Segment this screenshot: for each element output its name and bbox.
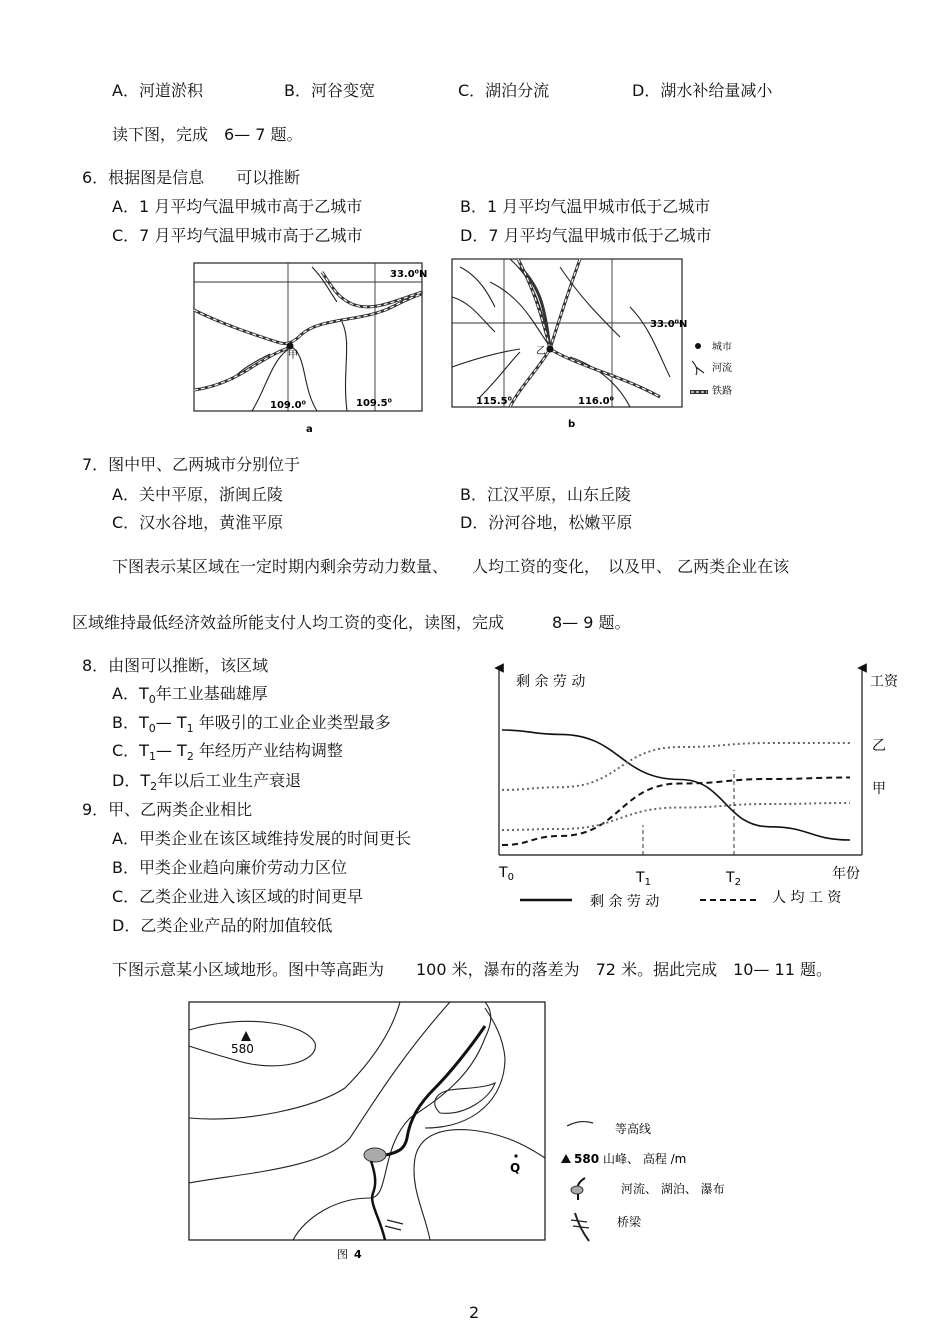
map-b-caption: b (568, 419, 576, 430)
map-a (192, 262, 427, 434)
map-a-city-dot (287, 343, 294, 350)
map-b-lon2-label: 116.0⁰ (578, 396, 615, 407)
q8-option-c: C．$T_1—$ $T_2$ 年经历产业结构调整 (112, 741, 343, 764)
intro-8-9-line2: 区域维持最低经济效益所能支付人均工资的变化，读图，完成 8— 9 题。 (72, 613, 631, 632)
q6-option-a: A．1 月平均气温甲城市高于乙城市 (112, 197, 363, 216)
topo-point-q-dot (514, 1154, 517, 1157)
map-a-lon1-label: 109.0⁰ (270, 400, 307, 411)
topo-bridge-icon (385, 1220, 403, 1230)
map-b-frame (452, 259, 682, 407)
map-b-railway (510, 259, 660, 407)
topo-point-q-label: Q (510, 1161, 521, 1175)
chart-series-甲 (502, 803, 850, 830)
topo-legend-bridge-icon (571, 1213, 589, 1241)
topo-lake (364, 1148, 386, 1162)
q7-option-a: A．关中平原，浙闽丘陵 (112, 485, 283, 504)
q6-option-d: D．7 月平均气温甲城市低于乙城市 (460, 226, 712, 245)
topo-river-lower (371, 1161, 385, 1240)
map-a-rivers (232, 267, 347, 411)
q8-option-d: D．$T_2$年以后工业生产衰退 (112, 771, 302, 794)
chart-left-axis-label: 剩 余 劳 动 (516, 674, 586, 690)
chart-series-人均工资 (502, 778, 850, 846)
topo-peak-icon (241, 1031, 251, 1041)
q7-option-b: B．江汉平原，山东丘陵 (460, 485, 631, 504)
map-legend-city-icon (695, 343, 701, 349)
chart-curve-label-yi: 乙 (872, 738, 886, 754)
map-a-railway (194, 272, 422, 390)
topo-peak-label: 580 (231, 1042, 254, 1056)
intro-6-7: 读下图，完成 6— 7 题。 (112, 125, 303, 144)
q7-option-d: D．汾河谷地，松嫩平原 (460, 513, 633, 532)
topo-frame (189, 1002, 545, 1240)
map-legend-river: 河流 (712, 363, 732, 374)
topo-legend-water: 河流、 湖泊、 瀑布 (621, 1182, 725, 1196)
q9-option-d: D．乙类企业产品的附加值较低 (112, 916, 333, 935)
topo-river-upper (380, 1026, 485, 1156)
topo-legend-bridge: 桥梁 (617, 1215, 642, 1229)
chart-legend-dashed: 人 均 工 资 (772, 890, 842, 906)
q7-option-c: C．汉水谷地，黄淮平原 (112, 513, 284, 532)
topo-legend-contour-icon (567, 1122, 593, 1126)
topo-legend-peak: 山峰、 高程 /m (603, 1152, 687, 1166)
topo-legend-contour: 等高线 (615, 1122, 652, 1136)
topo-caption: 图 4 (337, 1248, 362, 1261)
topo-contours (189, 1002, 545, 1240)
q7-stem: 7．图中甲、乙两城市分别位于 (82, 455, 301, 474)
map-b-city-label: 乙 (536, 346, 546, 357)
labor-wage-chart (490, 660, 910, 920)
map-legend-railway: 铁路 (712, 386, 732, 397)
q5-option-a: A．河道淤积 (112, 81, 203, 100)
q6-stem: 6．根据图是信息 可以推断 (82, 168, 301, 187)
chart-tick-t1: $T_1$ (636, 870, 651, 888)
map-legend-river-icon (692, 361, 704, 375)
topo-legend-peak-num: 580 (574, 1152, 600, 1166)
chart-right-axis-label: 工资 (870, 674, 898, 690)
q5-option-c: C．湖泊分流 (458, 81, 550, 100)
chart-x-axis-label: 年份 (832, 866, 860, 882)
q5-option-d: D．湖水补给量减小 (632, 81, 773, 100)
map-a-city-label: 甲 (288, 350, 298, 361)
q8-option-b: B．$T_0—$ $T_1$ 年吸引的工业企业类型最多 (112, 713, 391, 736)
map-legend-city: 城市 (712, 342, 732, 353)
page-number: 2 (469, 1303, 480, 1322)
q5-option-b: B．河谷变宽 (284, 81, 375, 100)
chart-curve-label-jia: 甲 (872, 781, 886, 797)
chart-tick-t2: $T_2$ (726, 870, 741, 888)
map-a-lat-label: 33.0⁰N (390, 269, 427, 280)
q9-stem: 9．甲、乙两类企业相比 (82, 800, 253, 819)
map-a-caption: a (306, 424, 313, 434)
chart-series (502, 730, 850, 845)
q9-option-b: B．甲类企业趋向廉价劳动力区位 (112, 858, 347, 877)
q8-stem: 8．由图可以推断，该区域 (82, 656, 269, 675)
map-b (450, 257, 750, 432)
topo-map (185, 998, 745, 1268)
intro-10-11: 下图示意某小区域地形。图中等高距为 100 米，瀑布的落差为 72 米。据此完成 10— 11 题。 (112, 960, 832, 979)
q6-option-b: B．1 月平均气温甲城市低于乙城市 (460, 197, 711, 216)
chart-series-乙 (502, 743, 850, 790)
q9-option-c: C．乙类企业进入该区域的时间更早 (112, 887, 364, 906)
chart-series-剩余劳动 (502, 730, 850, 840)
map-b-lon1-label: 115.5⁰ (476, 396, 513, 407)
q6-option-c: C．7 月平均气温甲城市高于乙城市 (112, 226, 363, 245)
map-b-city-dot (547, 346, 554, 353)
map-a-lon2-label: 109.5⁰ (356, 398, 393, 409)
q8-option-a: A．$T_0$年工业基础雄厚 (112, 684, 268, 707)
chart-tick-t0: $T_0$ (499, 865, 514, 883)
topo-legend-peak-icon (561, 1154, 571, 1163)
intro-8-9-line1: 下图表示某区域在一定时期内剩余劳动力数量、 人均工资的变化， 以及甲、 乙两类企业在该 (112, 557, 790, 576)
map-b-lat-label: 33.0⁰N (650, 319, 688, 330)
q9-option-a: A．甲类企业在该区域维持发展的时间更长 (112, 829, 411, 848)
chart-legend-solid: 剩 余 劳 动 (590, 894, 660, 910)
